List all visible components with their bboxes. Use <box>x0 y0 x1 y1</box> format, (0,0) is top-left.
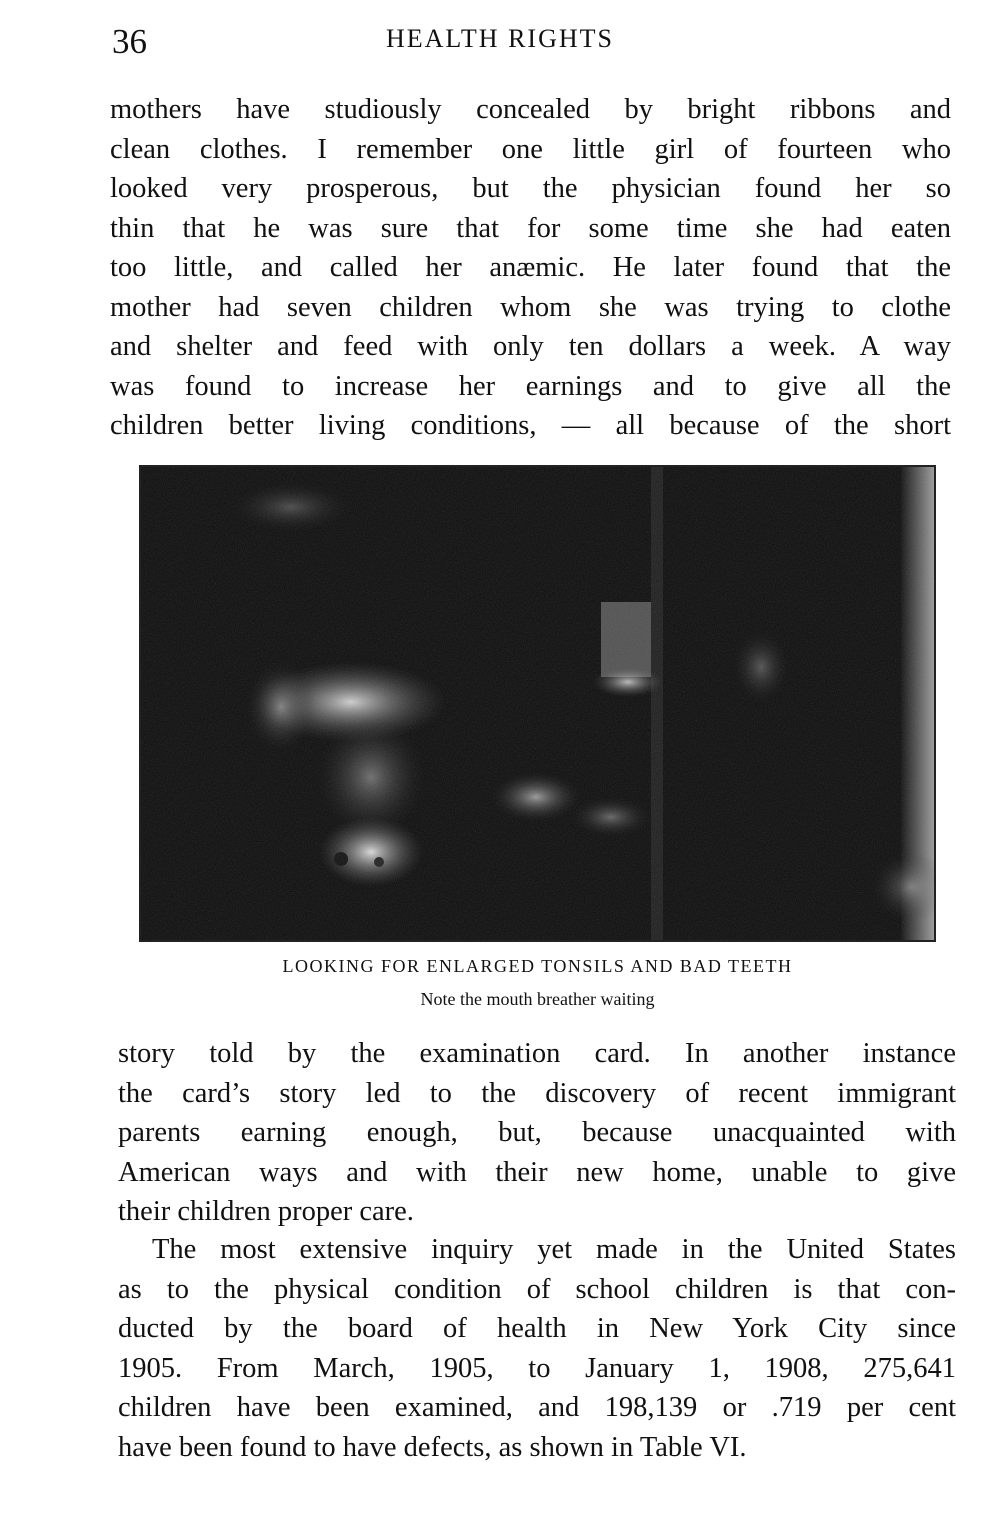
text-line: ducted by the board of health in New York City since <box>118 1313 956 1344</box>
text-line: looked very prosperous, but the physician found her so <box>110 173 951 204</box>
text-line: the card’s story led to the discovery of recent immigrant <box>118 1077 956 1109</box>
text-line: and shelter and feed with only ten dollars a week. A way <box>110 331 951 362</box>
paragraph-3 <box>118 1230 956 1467</box>
text-line: The most extensive inquiry yet made in the United States <box>152 1234 956 1265</box>
figure-caption: LOOKING FOR ENLARGED TONSILS AND BAD TEETH <box>282 956 793 976</box>
text-line: their children proper care. <box>118 1196 414 1227</box>
text-line: American ways and with their new home, unable to give <box>118 1156 956 1188</box>
halftone-photograph <box>139 465 936 942</box>
text-line: as to the physical condition of school children is that con- <box>118 1273 956 1305</box>
text-line: too little, and called her anæmic. He later found that the <box>110 252 951 283</box>
photograph-illustration <box>141 467 934 940</box>
figure-subcaption: Note the mouth breather waiting <box>420 989 655 1009</box>
text-line: was found to increase her earnings and to give all the <box>110 370 951 402</box>
text-line: parents earning enough, but, because unacquainted with <box>118 1117 956 1148</box>
running-head: HEALTH RIGHTS <box>386 24 614 53</box>
text-line: thin that he was sure that for some time she had eaten <box>110 212 951 244</box>
text-line: story told by the examination card. In another instance <box>118 1038 956 1069</box>
paragraph-1 <box>110 90 951 446</box>
text-line: mother had seven children whom she was trying to clothe <box>110 291 951 323</box>
text-line: children have been examined, and 198,139 or .719 per cent <box>118 1392 956 1423</box>
text-line: 1905. From March, 1905, to January 1, 1908, 275,641 <box>118 1352 956 1384</box>
paragraph-2 <box>118 1034 956 1232</box>
page-number: 36 <box>112 22 147 61</box>
text-line: mothers have studiously concealed by bright ribbons and <box>110 94 951 125</box>
text-line: have been found to have defects, as shown in Table VI. <box>118 1431 747 1463</box>
text-line: clean clothes. I remember one little girl of fourteen who <box>110 133 951 165</box>
text-line: children better living conditions, — all because of the short <box>110 410 951 441</box>
